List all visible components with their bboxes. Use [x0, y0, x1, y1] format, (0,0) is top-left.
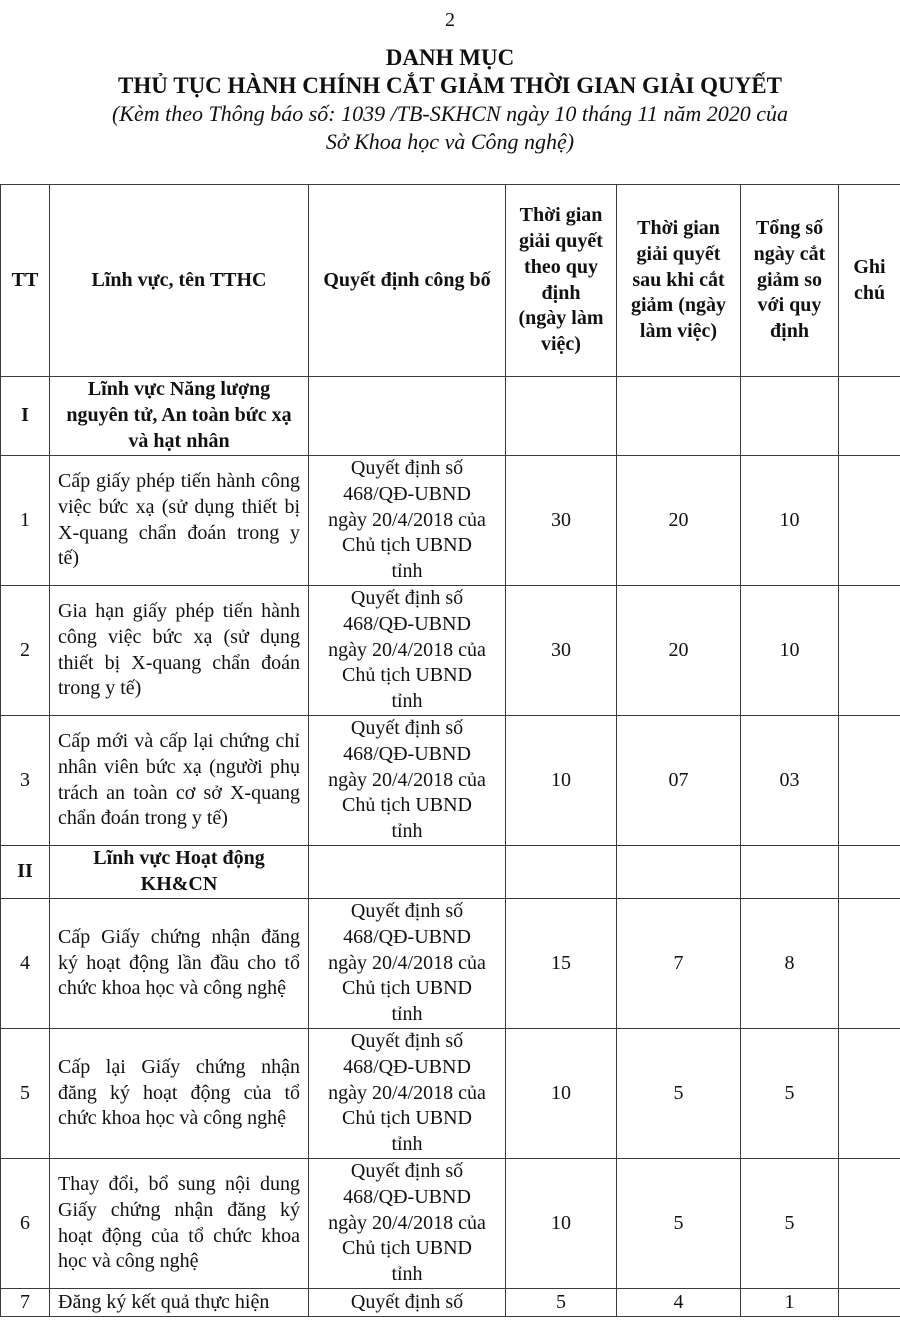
time-after-cut: 5: [617, 1029, 741, 1159]
header-time-regulated: Thời gian giải quyết theo quy định (ngày làm việc): [506, 185, 617, 377]
row-number: 1: [1, 456, 50, 586]
document-subtitle-heading: THỦ TỤC HÀNH CHÍNH CẮT GIẢM THỜI GIAN GIẢI QUYẾT: [118, 73, 782, 98]
procedure-name: Thay đổi, bổ sung nội dung Giấy chứng nhận đăng ký hoạt động của tổ chức khoa học và công nghệ: [50, 1159, 309, 1289]
procedure-name: Gia hạn giấy phép tiến hành công việc bức xạ (sử dụng thiết bị X-quang chẩn đoán trong y tế): [50, 586, 309, 716]
days-cut: 10: [741, 586, 839, 716]
time-after-cut: 5: [617, 1159, 741, 1289]
section-row: [1, 377, 900, 456]
days-cut: 5: [741, 1029, 839, 1159]
page-number: 2: [445, 9, 455, 31]
note: [839, 716, 900, 846]
time-after-cut: 7: [617, 899, 741, 1029]
header-days-cut: Tổng số ngày cắt giảm so với quy định: [741, 185, 839, 377]
time-regulated: 5: [506, 1289, 617, 1317]
row-number: 6: [1, 1159, 50, 1289]
days-cut: 8: [741, 899, 839, 1029]
days-cut: 1: [741, 1289, 839, 1317]
days-cut: 5: [741, 1159, 839, 1289]
note: [839, 1289, 900, 1317]
table-row: [1, 1289, 900, 1317]
time-regulated: 30: [506, 586, 617, 716]
decision-cell: Quyết định số 468/QĐ-UBND ngày 20/4/2018 của Chủ tịch UBND tỉnh: [309, 1029, 506, 1159]
procedure-name: Cấp giấy phép tiến hành công việc bức xạ (sử dụng thiết bị X-quang chẩn đoán trong y tế): [50, 456, 309, 586]
note: [839, 1029, 900, 1159]
time-regulated: 15: [506, 899, 617, 1029]
time-regulated: 10: [506, 1029, 617, 1159]
header-tt: TT: [1, 185, 50, 377]
section-name: Lĩnh vực Hoạt động KH&CN: [50, 846, 309, 899]
time-after-cut: 20: [617, 456, 741, 586]
days-cut: 10: [741, 456, 839, 586]
table-row: [1, 1159, 900, 1289]
header-time-after-cut: Thời gian giải quyết sau khi cắt giảm (ngày làm việc): [617, 185, 741, 377]
note: [839, 1159, 900, 1289]
table-row: [1, 586, 900, 716]
header-note: Ghi chú: [839, 185, 900, 377]
table-header-row: [1, 185, 900, 377]
row-number: 7: [1, 1289, 50, 1317]
decision-cell: Quyết định số 468/QĐ-UBND ngày 20/4/2018 của Chủ tịch UBND tỉnh: [309, 1159, 506, 1289]
document-title: DANH MỤC: [385, 45, 515, 70]
table-row: [1, 1029, 900, 1159]
decision-cell: Quyết định số 468/QĐ-UBND ngày 20/4/2018 của Chủ tịch UBND tỉnh: [309, 899, 506, 1029]
header-decision: Quyết định công bố: [309, 185, 506, 377]
note: [839, 586, 900, 716]
time-after-cut: 07: [617, 716, 741, 846]
row-number: 3: [1, 716, 50, 846]
decision-cell: Quyết định số 468/QĐ-UBND ngày 20/4/2018 của Chủ tịch UBND tỉnh: [309, 716, 506, 846]
time-after-cut: 4: [617, 1289, 741, 1317]
table-row: [1, 716, 900, 846]
procedure-name: Cấp mới và cấp lại chứng chỉ nhân viên bức xạ (người phụ trách an toàn cơ sở X-quang chẩn đoán trong y tế): [50, 716, 309, 846]
procedures-table: [0, 184, 900, 1317]
time-regulated: 10: [506, 716, 617, 846]
note: [839, 456, 900, 586]
header-name: Lĩnh vực, tên TTHC: [50, 185, 309, 377]
row-number: 4: [1, 899, 50, 1029]
section-number: II: [1, 846, 50, 899]
note: [839, 899, 900, 1029]
reference-line-1: (Kèm theo Thông báo số: 1039 /TB-SKHCN ngày 10 tháng 11 năm 2020 của: [111, 101, 789, 126]
table-row: [1, 456, 900, 586]
document-reference: [0, 100, 900, 156]
days-cut: 03: [741, 716, 839, 846]
procedure-name: Đăng ký kết quả thực hiện: [50, 1289, 309, 1317]
row-number: 5: [1, 1029, 50, 1159]
decision-cell: Quyết định số 468/QĐ-UBND ngày 20/4/2018 của Chủ tịch UBND tỉnh: [309, 586, 506, 716]
section-row: [1, 846, 900, 899]
time-regulated: 30: [506, 456, 617, 586]
section-name: Lĩnh vực Năng lượng nguyên tử, An toàn bức xạ và hạt nhân: [50, 377, 309, 456]
row-number: 2: [1, 586, 50, 716]
time-after-cut: 20: [617, 586, 741, 716]
procedure-name: Cấp lại Giấy chứng nhận đăng ký hoạt động của tổ chức khoa học và công nghệ: [50, 1029, 309, 1159]
table-row: [1, 899, 900, 1029]
time-regulated: 10: [506, 1159, 617, 1289]
section-number: I: [1, 377, 50, 456]
reference-line-2: Sở Khoa học và Công nghệ): [325, 129, 575, 154]
procedure-name: Cấp Giấy chứng nhận đăng ký hoạt động lần đầu cho tổ chức khoa học và công nghệ: [50, 899, 309, 1029]
decision-cell: Quyết định số 468/QĐ-UBND ngày 20/4/2018 của Chủ tịch UBND tỉnh: [309, 456, 506, 586]
decision-cell: Quyết định số: [309, 1289, 506, 1317]
